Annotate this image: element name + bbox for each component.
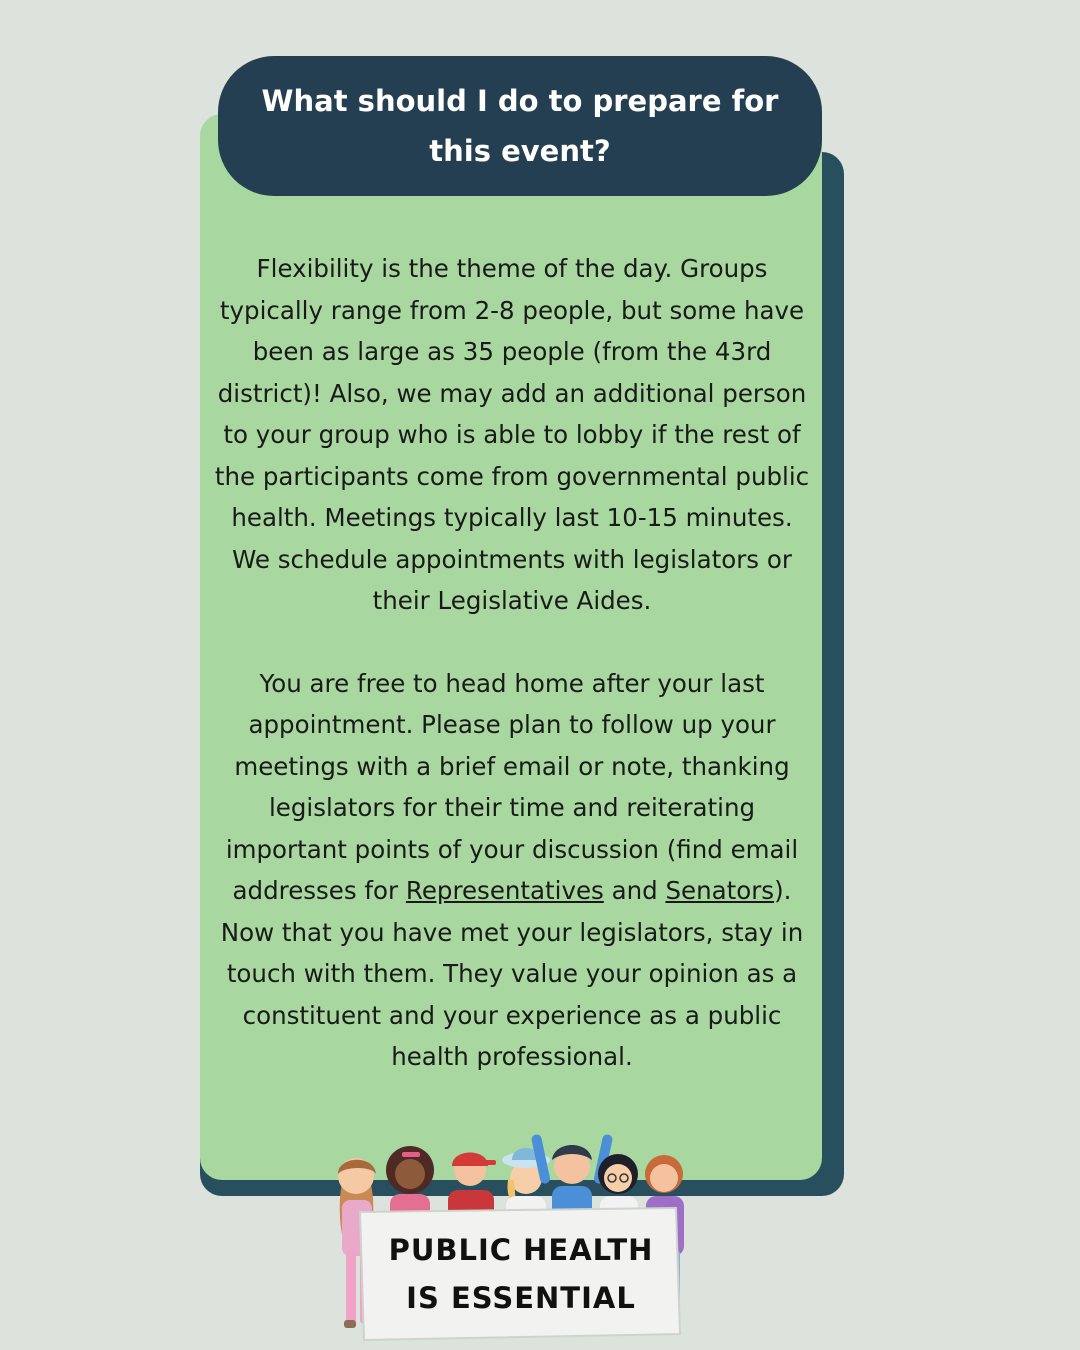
paragraph-follow-up bbox=[212, 663, 812, 1078]
follow-up-text-start: You are free to head home after your last appointment. Please plan to follow up your meetings with a brief email or note, thanking legislators for their time and reiterating important points of your discussion (find email addresses for bbox=[225, 668, 799, 905]
page-title: What should I do to prepare for this event? bbox=[261, 84, 779, 168]
banner-line-1: PUBLIC HEALTH bbox=[388, 1233, 654, 1267]
banner-text bbox=[360, 1226, 682, 1322]
banner-line-2: IS ESSENTIAL bbox=[406, 1281, 636, 1315]
body-text bbox=[212, 248, 812, 1078]
person-curly-figure bbox=[386, 1146, 434, 1220]
follow-up-text-end: ). Now that you have met your legislators, stay in touch with them. They value your opinion as a constituent and your experience as a public health professional. bbox=[220, 876, 804, 1071]
between-links-text: and bbox=[603, 876, 666, 905]
senators-link[interactable]: Senators bbox=[665, 876, 775, 905]
header-pill bbox=[218, 56, 822, 196]
paragraph-flexibility: Flexibility is the theme of the day. Groups typically range from 2-8 people, but some have been as large as 35 people (from the 43rd district)! Also, we may add an additional person to your group who is able to lobby if the rest of the participants come from governmental public health. Meetings typically last 10-15 minutes. We schedule appointments with legislators or their Legislative Aides. bbox=[214, 254, 810, 615]
representatives-link[interactable]: Representatives bbox=[405, 876, 604, 905]
